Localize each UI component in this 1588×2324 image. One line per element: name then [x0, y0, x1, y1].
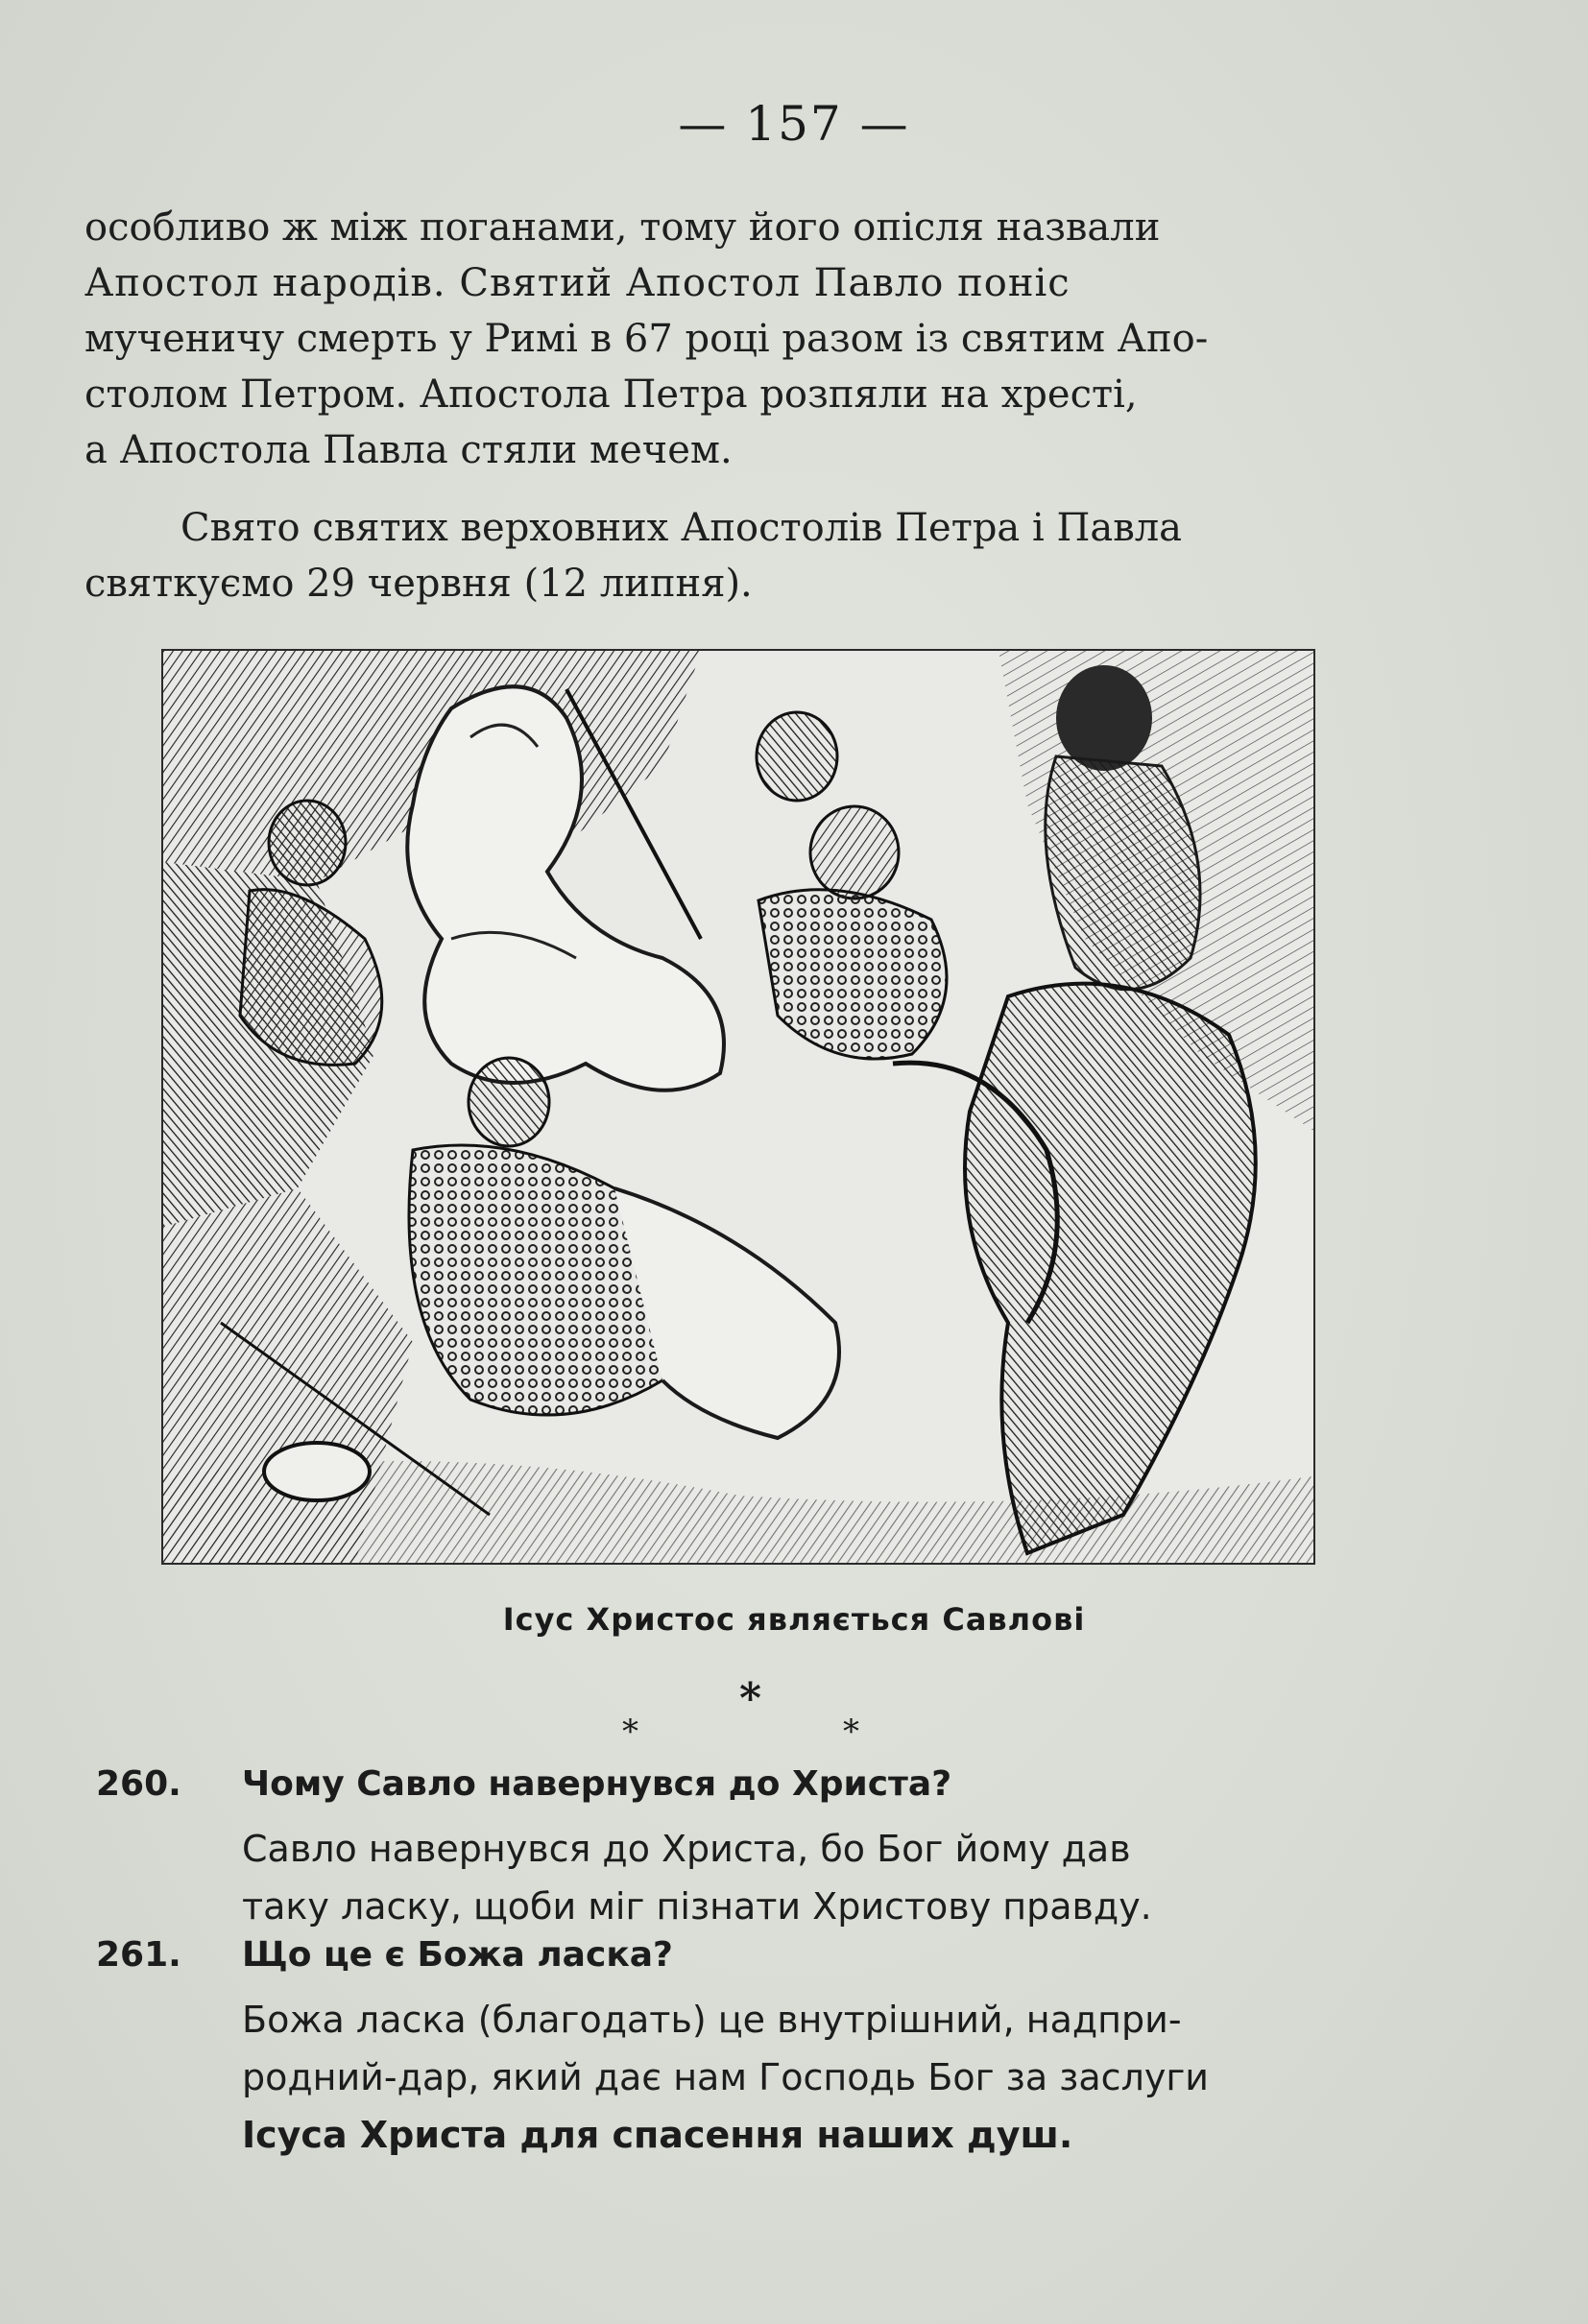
answer-line: Ісуса Христа для спасення наших душ.: [242, 2114, 1073, 2156]
answer-text: [242, 1991, 1398, 2164]
text-line: особливо ж між поганами, тому його опісля назвали: [84, 205, 1161, 250]
text-line: а Апостола Павла стяли мечем.: [84, 428, 733, 472]
section-separator: [0, 1674, 1588, 1761]
separator-star: *: [622, 1713, 638, 1751]
question-text: Чому Савло навернувся до Христа?: [242, 1764, 952, 1804]
separator-star: *: [739, 1674, 762, 1723]
answer-text: [242, 1820, 1398, 1935]
answer-line: родний-дар, який дає нам Господь Бог за заслуги: [242, 2056, 1209, 2098]
question-number: 260.: [96, 1764, 181, 1804]
text-line: мученичу смерть у Римі в 67 році разом із святим Апо-: [84, 317, 1209, 361]
answer-line: таку ласку, щоби міг пізнати Христову правду.: [242, 1885, 1152, 1928]
answer-line: Савло навернувся до Христа, бо Бог йому дав: [242, 1828, 1131, 1870]
question-text: Що це є Божа ласка?: [242, 1935, 673, 1975]
engraving-conversion-of-saul: [163, 651, 1313, 1563]
paragraph-apostle-paul: [84, 200, 1398, 478]
question-number: 261.: [96, 1935, 181, 1975]
separator-star: *: [843, 1713, 859, 1751]
text-line: столом Петром. Апостола Петра розпяли на хресті,: [84, 372, 1138, 417]
engraving-illustration: [161, 649, 1315, 1565]
paragraph-feast-day: [84, 500, 1398, 611]
answer-line: Божа ласка (благодать) це внутрішний, надпри-: [242, 1999, 1182, 2041]
text-line: Апостол народів. Святий Апостол Павло поніс: [84, 261, 1071, 305]
text-line: святкуємо 29 червня (12 липня).: [84, 562, 753, 606]
text-line: Свято святих верховних Апостолів Петра і Павла: [180, 506, 1183, 550]
page-number: — 157 —: [678, 96, 910, 152]
figure-caption: Ісус Христос являється Савлові: [502, 1601, 1086, 1638]
